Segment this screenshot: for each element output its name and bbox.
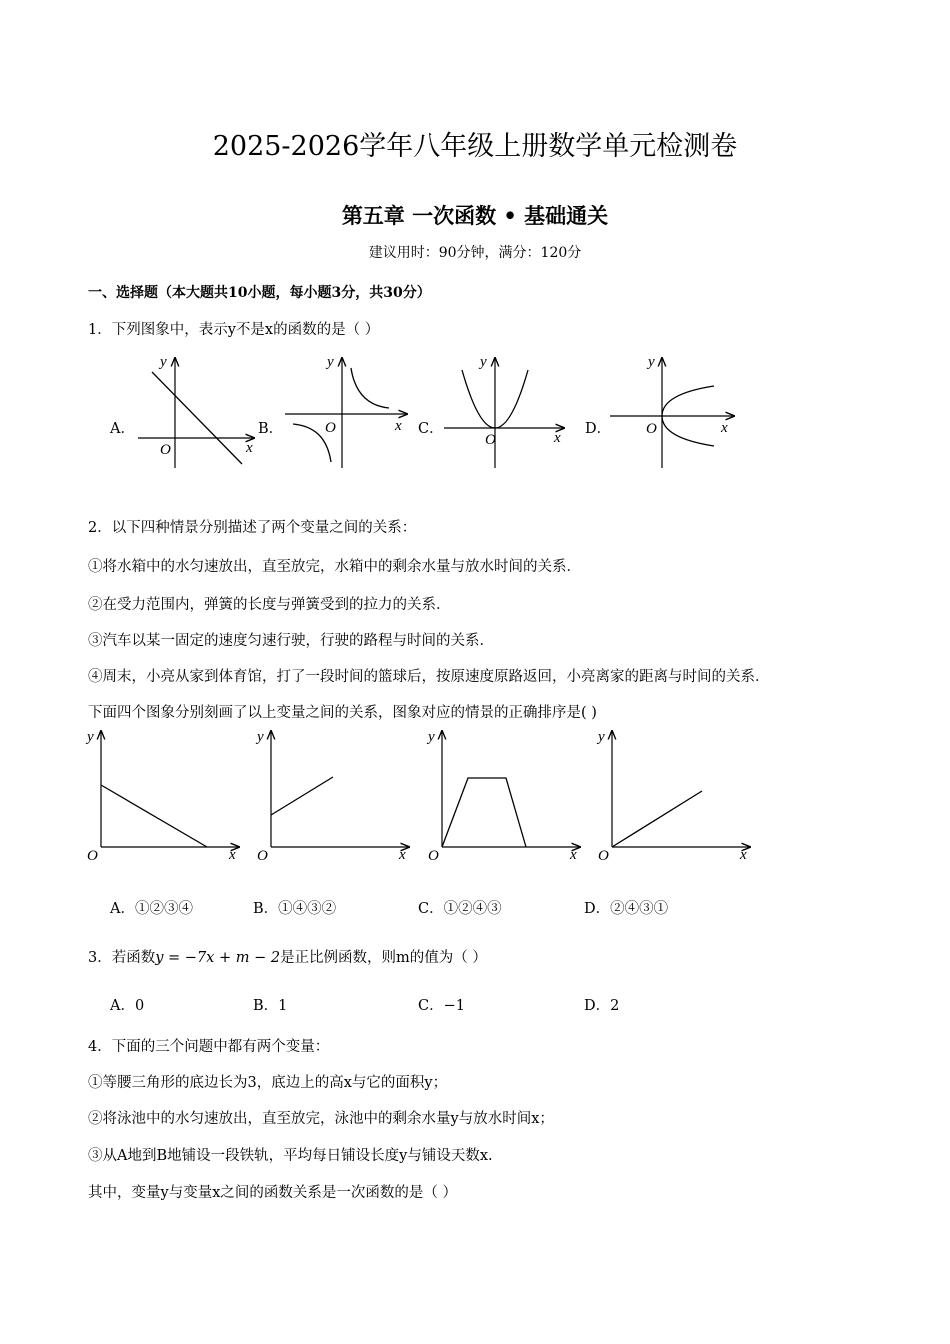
- q2-item-4: ④周末，小亮从家到体育馆，打了一段时间的篮球后，按原速度原路返回，小亮离家的距离与时间的关系．: [88, 669, 770, 685]
- q2-option-d[interactable]: D．②④③①: [584, 901, 669, 917]
- origin-label: O: [485, 432, 496, 448]
- q3-stem-post: 是正比例函数，则m的值为（ ）: [280, 950, 487, 966]
- q1-graph-d: [610, 350, 740, 470]
- origin-label: O: [598, 848, 609, 864]
- q4-stem: 4．下面的三个问题中都有两个变量：: [88, 1039, 330, 1055]
- y-axis-label: y: [648, 354, 655, 370]
- q3-stem-pre: 3．若函数: [88, 950, 156, 966]
- q1-stem: 1．下列图象中，表示y不是x的函数的是（ ）: [88, 322, 380, 338]
- origin-label: O: [428, 848, 439, 864]
- q4-item-2: ②将泳池中的水匀速放出，直至放完，泳池中的剩余水量y与放水时间x；: [88, 1111, 554, 1127]
- section-heading: 一、选择题（本大题共10小题，每小题3分，共30分）: [88, 285, 431, 301]
- q1-option-b[interactable]: B．: [258, 421, 284, 437]
- origin-label: O: [646, 421, 657, 437]
- origin-label: O: [160, 442, 171, 458]
- q2-option-a[interactable]: A．①②③④: [110, 901, 193, 917]
- q3-stem: [88, 946, 487, 967]
- q3-option-d[interactable]: D．2: [584, 998, 620, 1014]
- q4-prompt: 其中，变量y与变量x之间的函数关系是一次函数的是（ ）: [88, 1185, 457, 1201]
- chapter-subtitle: 第五章 一次函数 • 基础通关: [341, 203, 609, 228]
- y-axis-label: y: [327, 354, 334, 370]
- x-axis-label: x: [229, 847, 236, 863]
- y-axis-label: y: [87, 729, 94, 745]
- x-axis-label: x: [399, 847, 406, 863]
- q2-graph-3: [426, 725, 586, 865]
- x-axis-label: x: [570, 847, 577, 863]
- y-axis-label: y: [480, 354, 487, 370]
- q2-stem: 2．以下四种情景分别描述了两个变量之间的关系：: [88, 520, 417, 536]
- origin-label: O: [257, 848, 268, 864]
- y-axis-label: y: [428, 729, 435, 745]
- q4-item-3: ③从A地到B地铺设一段铁轨，平均每日铺设长度y与铺设天数x.: [88, 1148, 493, 1164]
- q4-item-1: ①等腰三角形的底边长为3，底边上的高x与它的面积y；: [88, 1075, 448, 1091]
- q1-graph-b: [285, 350, 415, 470]
- x-axis-label: x: [740, 847, 747, 863]
- q3-option-a[interactable]: A．0: [110, 998, 145, 1014]
- q2-item-3: ③汽车以某一固定的速度匀速行驶，行驶的路程与时间的关系．: [88, 633, 494, 649]
- q2-graph-2: [255, 725, 415, 865]
- q2-graph-1: [85, 725, 245, 865]
- origin-label: O: [325, 420, 336, 436]
- q2-item-1: ①将水箱中的水匀速放出，直至放完，水箱中的剩余水量与放水时间的关系．: [88, 559, 581, 575]
- q1-graph-c: [440, 350, 570, 470]
- x-axis-label: x: [246, 440, 253, 456]
- q2-option-b[interactable]: B．①④③②: [253, 901, 337, 917]
- q3-formula: y = −7x + m − 2: [155, 950, 281, 966]
- q1-graph-a: [130, 350, 260, 470]
- y-axis-label: y: [160, 354, 167, 370]
- q1-option-c[interactable]: C．: [418, 421, 444, 437]
- q3-option-b[interactable]: B．1: [253, 998, 288, 1014]
- q2-item-2: ②在受力范围内，弹簧的长度与弹簧受到的拉力的关系．: [88, 597, 451, 613]
- x-axis-label: x: [554, 430, 561, 446]
- q2-prompt: 下面四个图象分别刻画了以上变量之间的关系，图象对应的情景的正确排序是( ): [88, 705, 597, 721]
- q2-graph-4: [596, 725, 756, 865]
- exam-meta: 建议用时：90分钟，满分：120分: [368, 245, 582, 261]
- q2-option-c[interactable]: C．①②④③: [418, 901, 502, 917]
- origin-label: O: [87, 848, 98, 864]
- q3-option-c[interactable]: C．−1: [418, 998, 465, 1014]
- y-axis-label: y: [257, 729, 264, 745]
- x-axis-label: x: [395, 418, 402, 434]
- q1-option-a[interactable]: A．: [110, 421, 135, 437]
- y-axis-label: y: [598, 729, 605, 745]
- page-title: 2025-2026学年八年级上册数学单元检测卷: [212, 131, 738, 162]
- x-axis-label: x: [721, 420, 728, 436]
- q1-option-d[interactable]: D．: [585, 421, 612, 437]
